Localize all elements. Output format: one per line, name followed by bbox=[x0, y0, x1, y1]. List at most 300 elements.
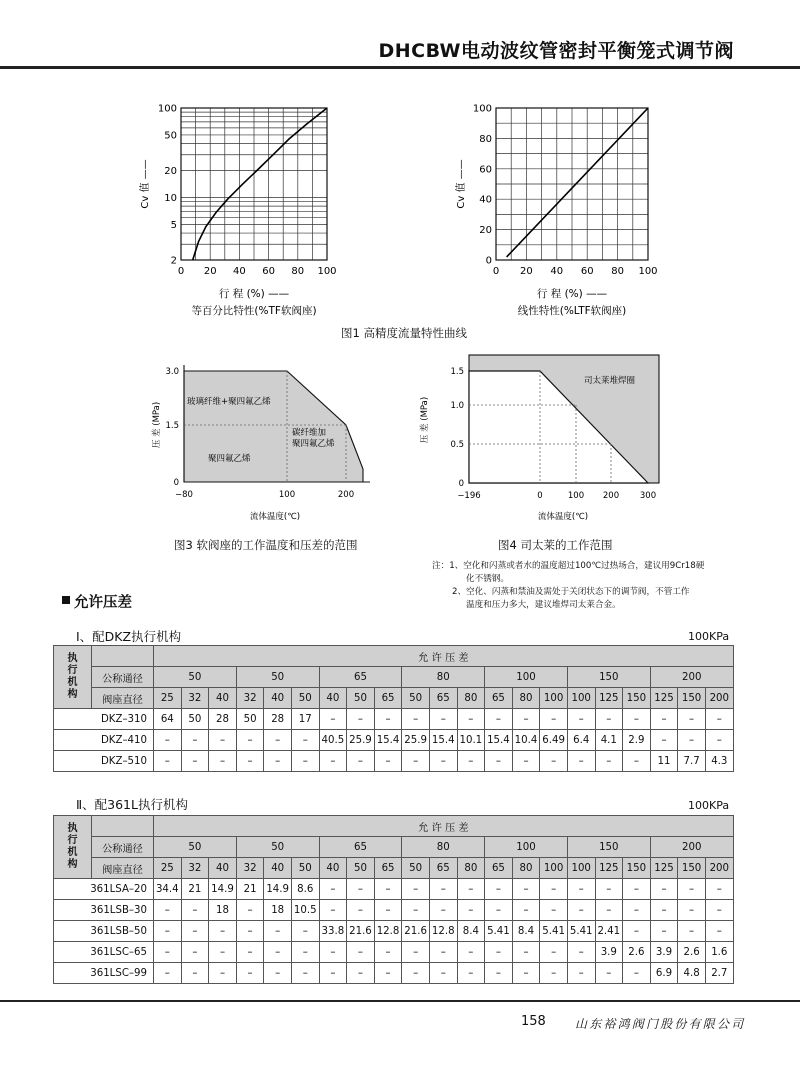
dn-cell: 50 bbox=[154, 667, 237, 688]
value-cell: 34.4 bbox=[154, 879, 182, 900]
value-cell: – bbox=[209, 751, 237, 772]
seat-cell: 200 bbox=[705, 688, 733, 709]
table-header-row bbox=[54, 816, 734, 837]
value-cell: 50 bbox=[236, 709, 264, 730]
value-cell: 25.9 bbox=[402, 730, 430, 751]
value-cell: – bbox=[402, 900, 430, 921]
fig1-caption: 图1 高精度流量特性曲线 bbox=[341, 326, 467, 340]
group-header: 允 许 压 差 bbox=[154, 816, 734, 837]
value-cell: – bbox=[705, 921, 733, 942]
value-cell: – bbox=[236, 730, 264, 751]
value-cell: 25.9 bbox=[347, 730, 375, 751]
value-cell: – bbox=[181, 963, 209, 984]
value-cell: 2.41 bbox=[595, 921, 623, 942]
seat-cell: 150 bbox=[623, 858, 651, 879]
fig3-caption: 图3 软阀座的工作温度和压差的范围 bbox=[174, 538, 358, 552]
f1a-caption: 等百分比特性(%TF软阀座) bbox=[191, 305, 317, 317]
value-cell: – bbox=[181, 921, 209, 942]
value-cell: 40.5 bbox=[319, 730, 347, 751]
table-header-row bbox=[54, 646, 734, 667]
fig4-caption: 图4 司太莱的工作范围 bbox=[498, 538, 613, 552]
pressure-table-361l bbox=[53, 815, 734, 984]
seat-cell: 50 bbox=[347, 858, 375, 879]
f1b-xtick: 100 bbox=[638, 266, 658, 277]
value-cell: 2.7 bbox=[705, 963, 733, 984]
f3-region-glass-ptfe: 玻璃纤维+聚四氟乙烯 bbox=[187, 397, 271, 407]
value-cell: – bbox=[347, 942, 375, 963]
value-cell: – bbox=[457, 963, 485, 984]
note-line-2: 化不锈钢。 bbox=[466, 574, 509, 584]
value-cell: – bbox=[485, 900, 513, 921]
label-dn: 公称通径 bbox=[92, 667, 154, 688]
f3-region-carbon-l2: 聚四氟乙烯 bbox=[292, 439, 335, 449]
value-cell: 6.49 bbox=[540, 730, 568, 751]
f1b-xtick: 40 bbox=[550, 266, 564, 277]
value-cell: 15.4 bbox=[374, 730, 402, 751]
f3-yaxis-label: 压 差 (MPa) bbox=[152, 401, 162, 449]
seat-cell: 80 bbox=[457, 688, 485, 709]
value-cell: – bbox=[347, 709, 375, 730]
f1a-ytick: 20 bbox=[164, 166, 177, 178]
f1b-yaxis-label: Cv 值 —— bbox=[456, 159, 467, 209]
value-cell: 21 bbox=[236, 879, 264, 900]
value-cell: – bbox=[181, 751, 209, 772]
value-cell: 6.9 bbox=[650, 963, 678, 984]
value-cell: – bbox=[264, 921, 292, 942]
value-cell: – bbox=[429, 751, 457, 772]
value-cell: 10.4 bbox=[512, 730, 540, 751]
value-cell: 2.6 bbox=[623, 942, 651, 963]
seat-cell: 40 bbox=[264, 858, 292, 879]
value-cell: 10.1 bbox=[457, 730, 485, 751]
value-cell: – bbox=[512, 942, 540, 963]
f1b-caption: 线性特性(%LTF软阀座) bbox=[517, 305, 627, 317]
f1a-ytick: 10 bbox=[164, 192, 177, 204]
value-cell: – bbox=[429, 879, 457, 900]
value-cell: – bbox=[540, 709, 568, 730]
value-cell: 3.9 bbox=[595, 942, 623, 963]
value-cell: – bbox=[540, 942, 568, 963]
company-name: 山东裕鸿阀门股份有限公司 bbox=[575, 1017, 746, 1031]
label-seat: 阀座直径 bbox=[92, 858, 154, 879]
note-line-1: 注：1、空化和闪蒸或者水的温度超过100℃过热场合，建议用9Cr18硬 bbox=[432, 561, 705, 571]
page-title: DHCBW电动波纹管密封平衡笼式调节阀 bbox=[378, 40, 734, 62]
f1b-ytick: 100 bbox=[472, 103, 492, 115]
f4-xtick: 300 bbox=[639, 491, 657, 501]
value-cell: – bbox=[429, 900, 457, 921]
value-cell: – bbox=[374, 879, 402, 900]
value-cell: – bbox=[678, 921, 706, 942]
table-header-row bbox=[54, 837, 734, 858]
value-cell: – bbox=[595, 963, 623, 984]
value-cell: 8.4 bbox=[457, 921, 485, 942]
value-cell: – bbox=[595, 709, 623, 730]
seat-cell: 80 bbox=[512, 858, 540, 879]
seat-cell: 50 bbox=[347, 688, 375, 709]
f1a-ytick: 100 bbox=[157, 103, 177, 115]
value-cell: – bbox=[623, 751, 651, 772]
value-cell: – bbox=[374, 900, 402, 921]
f1a-xtick: 60 bbox=[262, 266, 275, 277]
seat-cell: 125 bbox=[650, 858, 678, 879]
f1a-xtick: 20 bbox=[203, 266, 217, 277]
value-cell: – bbox=[567, 942, 595, 963]
value-cell: 64 bbox=[154, 709, 182, 730]
seat-cell: 50 bbox=[291, 688, 319, 709]
value-cell: 12.8 bbox=[429, 921, 457, 942]
f1b-xtick: 80 bbox=[611, 266, 624, 277]
seat-cell: 40 bbox=[209, 858, 237, 879]
f1a-ytick: 50 bbox=[164, 130, 177, 142]
f1a-ytick: 2 bbox=[170, 255, 177, 267]
value-cell: – bbox=[623, 709, 651, 730]
value-cell: – bbox=[512, 751, 540, 772]
value-cell: – bbox=[429, 963, 457, 984]
value-cell: – bbox=[347, 963, 375, 984]
value-cell: – bbox=[485, 751, 513, 772]
f1b-line bbox=[507, 108, 648, 257]
f4-yaxis-label: 压 差 (MPa) bbox=[420, 396, 430, 444]
table2-unit: 100KPa bbox=[688, 799, 730, 812]
value-cell: – bbox=[374, 751, 402, 772]
f4-ytick: 0.5 bbox=[450, 440, 464, 450]
dn-cell: 150 bbox=[567, 667, 650, 688]
f4-xtick: 0 bbox=[537, 491, 543, 501]
value-cell: – bbox=[236, 751, 264, 772]
value-cell: – bbox=[347, 900, 375, 921]
value-cell: – bbox=[236, 921, 264, 942]
value-cell: – bbox=[347, 751, 375, 772]
f1b-xaxis-label: 行 程 (%) —— bbox=[536, 288, 608, 300]
corner-header: 执 行 机 构 bbox=[54, 646, 92, 709]
value-cell: – bbox=[457, 879, 485, 900]
value-cell: – bbox=[623, 900, 651, 921]
value-cell: – bbox=[705, 730, 733, 751]
seat-cell: 25 bbox=[154, 688, 182, 709]
f1a-yaxis-label: Cv 值 —— bbox=[140, 159, 151, 209]
value-cell: – bbox=[457, 709, 485, 730]
value-cell: – bbox=[181, 900, 209, 921]
dn-cell: 50 bbox=[236, 837, 319, 858]
dn-cell: 65 bbox=[319, 837, 402, 858]
f1a-xtick: 80 bbox=[291, 266, 305, 277]
value-cell: – bbox=[650, 730, 678, 751]
chart-linear bbox=[440, 95, 680, 325]
value-cell: 5.41 bbox=[540, 921, 568, 942]
value-cell: – bbox=[154, 942, 182, 963]
table-header-row bbox=[54, 858, 734, 879]
value-cell: – bbox=[154, 900, 182, 921]
value-cell: – bbox=[678, 879, 706, 900]
value-cell: – bbox=[567, 900, 595, 921]
seat-cell: 125 bbox=[595, 688, 623, 709]
f3-ytick: 1.5 bbox=[165, 421, 179, 431]
f1b-ytick: 20 bbox=[479, 225, 492, 237]
table-row bbox=[54, 942, 734, 963]
table-header-row bbox=[54, 667, 734, 688]
chart-stellite-range bbox=[415, 350, 675, 530]
value-cell: – bbox=[209, 921, 237, 942]
value-cell: 4.8 bbox=[678, 963, 706, 984]
value-cell: – bbox=[678, 730, 706, 751]
value-cell: 11 bbox=[650, 751, 678, 772]
value-cell: – bbox=[650, 879, 678, 900]
value-cell: – bbox=[236, 900, 264, 921]
value-cell: – bbox=[209, 942, 237, 963]
value-cell: – bbox=[291, 751, 319, 772]
dn-cell: 150 bbox=[567, 837, 650, 858]
value-cell: 3.9 bbox=[650, 942, 678, 963]
seat-cell: 100 bbox=[567, 688, 595, 709]
seat-cell: 100 bbox=[567, 858, 595, 879]
value-cell: – bbox=[374, 942, 402, 963]
value-cell: 8.4 bbox=[512, 921, 540, 942]
seat-cell: 100 bbox=[540, 858, 568, 879]
f4-ytick: 1.0 bbox=[450, 401, 464, 411]
value-cell: 28 bbox=[264, 709, 292, 730]
seat-cell: 80 bbox=[512, 688, 540, 709]
seat-cell: 50 bbox=[402, 688, 430, 709]
value-cell: – bbox=[319, 879, 347, 900]
value-cell: – bbox=[512, 709, 540, 730]
value-cell: – bbox=[595, 900, 623, 921]
value-cell: – bbox=[429, 709, 457, 730]
seat-cell: 200 bbox=[705, 858, 733, 879]
value-cell: – bbox=[678, 709, 706, 730]
seat-cell: 65 bbox=[429, 688, 457, 709]
note-line-3: 2、空化、闪蒸和禁油及需处于关闭状态下的调节阀，不管工作 bbox=[452, 587, 690, 597]
f1a-curve bbox=[193, 108, 327, 260]
value-cell: – bbox=[181, 942, 209, 963]
seat-cell: 125 bbox=[595, 858, 623, 879]
f4-region-stellite: 司太莱堆焊圈 bbox=[584, 376, 636, 386]
value-cell: – bbox=[319, 963, 347, 984]
f1b-xtick: 0 bbox=[492, 266, 500, 277]
note-line-4: 温度和压力多大，建议堆焊司太莱合金。 bbox=[466, 600, 621, 610]
value-cell: – bbox=[291, 942, 319, 963]
value-cell: – bbox=[291, 921, 319, 942]
value-cell: 10.5 bbox=[291, 900, 319, 921]
value-cell: 1.6 bbox=[705, 942, 733, 963]
value-cell: – bbox=[319, 942, 347, 963]
value-cell: – bbox=[264, 963, 292, 984]
seat-cell: 65 bbox=[374, 858, 402, 879]
value-cell: 4.1 bbox=[595, 730, 623, 751]
seat-cell: 32 bbox=[181, 858, 209, 879]
seat-cell: 125 bbox=[650, 688, 678, 709]
value-cell: – bbox=[402, 751, 430, 772]
seat-cell: 25 bbox=[154, 858, 182, 879]
table2-title: Ⅱ、配361L执行机构 bbox=[76, 797, 188, 812]
dn-cell: 200 bbox=[650, 667, 733, 688]
seat-cell: 40 bbox=[319, 858, 347, 879]
actuator-name: 361LSB–50 bbox=[54, 921, 154, 942]
value-cell: – bbox=[595, 879, 623, 900]
value-cell: – bbox=[154, 751, 182, 772]
value-cell: – bbox=[512, 900, 540, 921]
f1b-ytick: 0 bbox=[485, 255, 492, 267]
value-cell: – bbox=[567, 963, 595, 984]
dn-cell: 100 bbox=[485, 837, 568, 858]
dn-cell: 100 bbox=[485, 667, 568, 688]
f3-xtick: 100 bbox=[278, 490, 296, 500]
seat-cell: 65 bbox=[429, 858, 457, 879]
f1a-xtick: 40 bbox=[233, 266, 246, 277]
seat-cell: 65 bbox=[485, 688, 513, 709]
dn-cell: 200 bbox=[650, 837, 733, 858]
value-cell: – bbox=[429, 942, 457, 963]
header-rule bbox=[0, 66, 800, 69]
f3-xtick: 200 bbox=[337, 490, 355, 500]
value-cell: – bbox=[705, 879, 733, 900]
actuator-name: DKZ–510 bbox=[54, 751, 154, 772]
chart-equal-percentage bbox=[130, 95, 360, 325]
value-cell: 15.4 bbox=[429, 730, 457, 751]
f4-xtick: −196 bbox=[457, 491, 481, 501]
dn-cell: 80 bbox=[402, 837, 485, 858]
value-cell: – bbox=[402, 709, 430, 730]
value-cell: – bbox=[374, 709, 402, 730]
seat-cell: 100 bbox=[540, 688, 568, 709]
value-cell: – bbox=[457, 942, 485, 963]
value-cell: 50 bbox=[181, 709, 209, 730]
footer-rule bbox=[0, 1000, 800, 1002]
f4-xaxis-label: 流体温度(℃) bbox=[537, 512, 589, 522]
section-title: 允许压差 bbox=[74, 595, 132, 611]
value-cell: – bbox=[485, 963, 513, 984]
value-cell: – bbox=[485, 879, 513, 900]
value-cell: – bbox=[567, 751, 595, 772]
value-cell: 14.9 bbox=[264, 879, 292, 900]
f1a-ytick: 5 bbox=[170, 219, 177, 231]
seat-cell: 65 bbox=[374, 688, 402, 709]
value-cell: – bbox=[319, 709, 347, 730]
value-cell: – bbox=[264, 751, 292, 772]
seat-cell: 150 bbox=[678, 858, 706, 879]
value-cell: – bbox=[457, 751, 485, 772]
value-cell: – bbox=[264, 730, 292, 751]
value-cell: 8.6 bbox=[291, 879, 319, 900]
f1a-xtick: 0 bbox=[177, 266, 185, 277]
notes bbox=[432, 560, 742, 612]
value-cell: – bbox=[650, 921, 678, 942]
page-number: 158 bbox=[521, 1014, 546, 1029]
table-row bbox=[54, 709, 734, 730]
seat-cell: 32 bbox=[236, 858, 264, 879]
value-cell: – bbox=[650, 900, 678, 921]
dn-cell: 80 bbox=[402, 667, 485, 688]
value-cell: – bbox=[402, 963, 430, 984]
value-cell: – bbox=[623, 963, 651, 984]
value-cell: – bbox=[540, 879, 568, 900]
seat-cell: 150 bbox=[678, 688, 706, 709]
value-cell: – bbox=[705, 709, 733, 730]
group-header: 允 许 压 差 bbox=[154, 646, 734, 667]
table-row bbox=[54, 879, 734, 900]
value-cell: 14.9 bbox=[209, 879, 237, 900]
seat-cell: 32 bbox=[181, 688, 209, 709]
f3-region-carbon-l1: 碳纤维加 bbox=[292, 428, 327, 438]
value-cell: – bbox=[374, 963, 402, 984]
seat-cell: 50 bbox=[291, 858, 319, 879]
value-cell: – bbox=[236, 942, 264, 963]
f1a-grid bbox=[181, 108, 327, 260]
seat-cell: 40 bbox=[209, 688, 237, 709]
value-cell: – bbox=[319, 900, 347, 921]
pressure-table-dkz bbox=[53, 645, 734, 772]
value-cell: 21.6 bbox=[402, 921, 430, 942]
f1b-xtick: 20 bbox=[520, 266, 533, 277]
f1b-ytick: 80 bbox=[479, 133, 492, 145]
value-cell: – bbox=[595, 751, 623, 772]
value-cell: 6.4 bbox=[567, 730, 595, 751]
table-row bbox=[54, 751, 734, 772]
corner-header: 执 行 机 构 bbox=[54, 816, 92, 879]
value-cell: 5.41 bbox=[485, 921, 513, 942]
table-row bbox=[54, 963, 734, 984]
seat-cell: 40 bbox=[319, 688, 347, 709]
f4-ytick: 1.5 bbox=[450, 367, 464, 377]
value-cell: – bbox=[457, 900, 485, 921]
value-cell: – bbox=[540, 751, 568, 772]
f1a-xtick: 100 bbox=[317, 266, 337, 277]
value-cell: – bbox=[154, 921, 182, 942]
f1a-xaxis-label: 行 程 (%) —— bbox=[218, 288, 290, 300]
value-cell: – bbox=[181, 730, 209, 751]
f3-ytick: 3.0 bbox=[165, 367, 179, 377]
table-row bbox=[54, 730, 734, 751]
value-cell: – bbox=[512, 963, 540, 984]
value-cell: – bbox=[678, 900, 706, 921]
f3-region-ptfe: 聚四氟乙烯 bbox=[208, 454, 251, 464]
value-cell: – bbox=[567, 709, 595, 730]
value-cell: 5.41 bbox=[567, 921, 595, 942]
value-cell: 4.3 bbox=[705, 751, 733, 772]
value-cell: 15.4 bbox=[485, 730, 513, 751]
label-seat: 阀座直径 bbox=[92, 688, 154, 709]
f4-xtick: 100 bbox=[567, 491, 585, 501]
actuator-name: 361LSA–20 bbox=[54, 879, 154, 900]
table1-title: Ⅰ、配DKZ执行机构 bbox=[76, 629, 182, 644]
value-cell: – bbox=[209, 730, 237, 751]
value-cell: 33.8 bbox=[319, 921, 347, 942]
value-cell: – bbox=[291, 730, 319, 751]
table1-unit: 100KPa bbox=[688, 630, 730, 643]
f3-xtick: −80 bbox=[175, 490, 193, 500]
dn-cell: 50 bbox=[154, 837, 237, 858]
value-cell: – bbox=[236, 963, 264, 984]
seat-cell: 65 bbox=[485, 858, 513, 879]
section-bullet bbox=[62, 596, 70, 604]
f3-ytick: 0 bbox=[173, 478, 179, 488]
value-cell: – bbox=[705, 900, 733, 921]
table-header-row bbox=[54, 688, 734, 709]
value-cell: 17 bbox=[291, 709, 319, 730]
f1b-ytick: 40 bbox=[479, 194, 492, 206]
value-cell: – bbox=[623, 879, 651, 900]
value-cell: – bbox=[485, 942, 513, 963]
seat-cell: 150 bbox=[623, 688, 651, 709]
f4-ytick: 0 bbox=[458, 479, 464, 489]
seat-cell: 80 bbox=[457, 858, 485, 879]
value-cell: – bbox=[540, 900, 568, 921]
value-cell: – bbox=[154, 730, 182, 751]
seat-cell: 50 bbox=[402, 858, 430, 879]
value-cell: 2.9 bbox=[623, 730, 651, 751]
value-cell: – bbox=[567, 879, 595, 900]
value-cell: – bbox=[512, 879, 540, 900]
actuator-name: DKZ–310 bbox=[54, 709, 154, 730]
